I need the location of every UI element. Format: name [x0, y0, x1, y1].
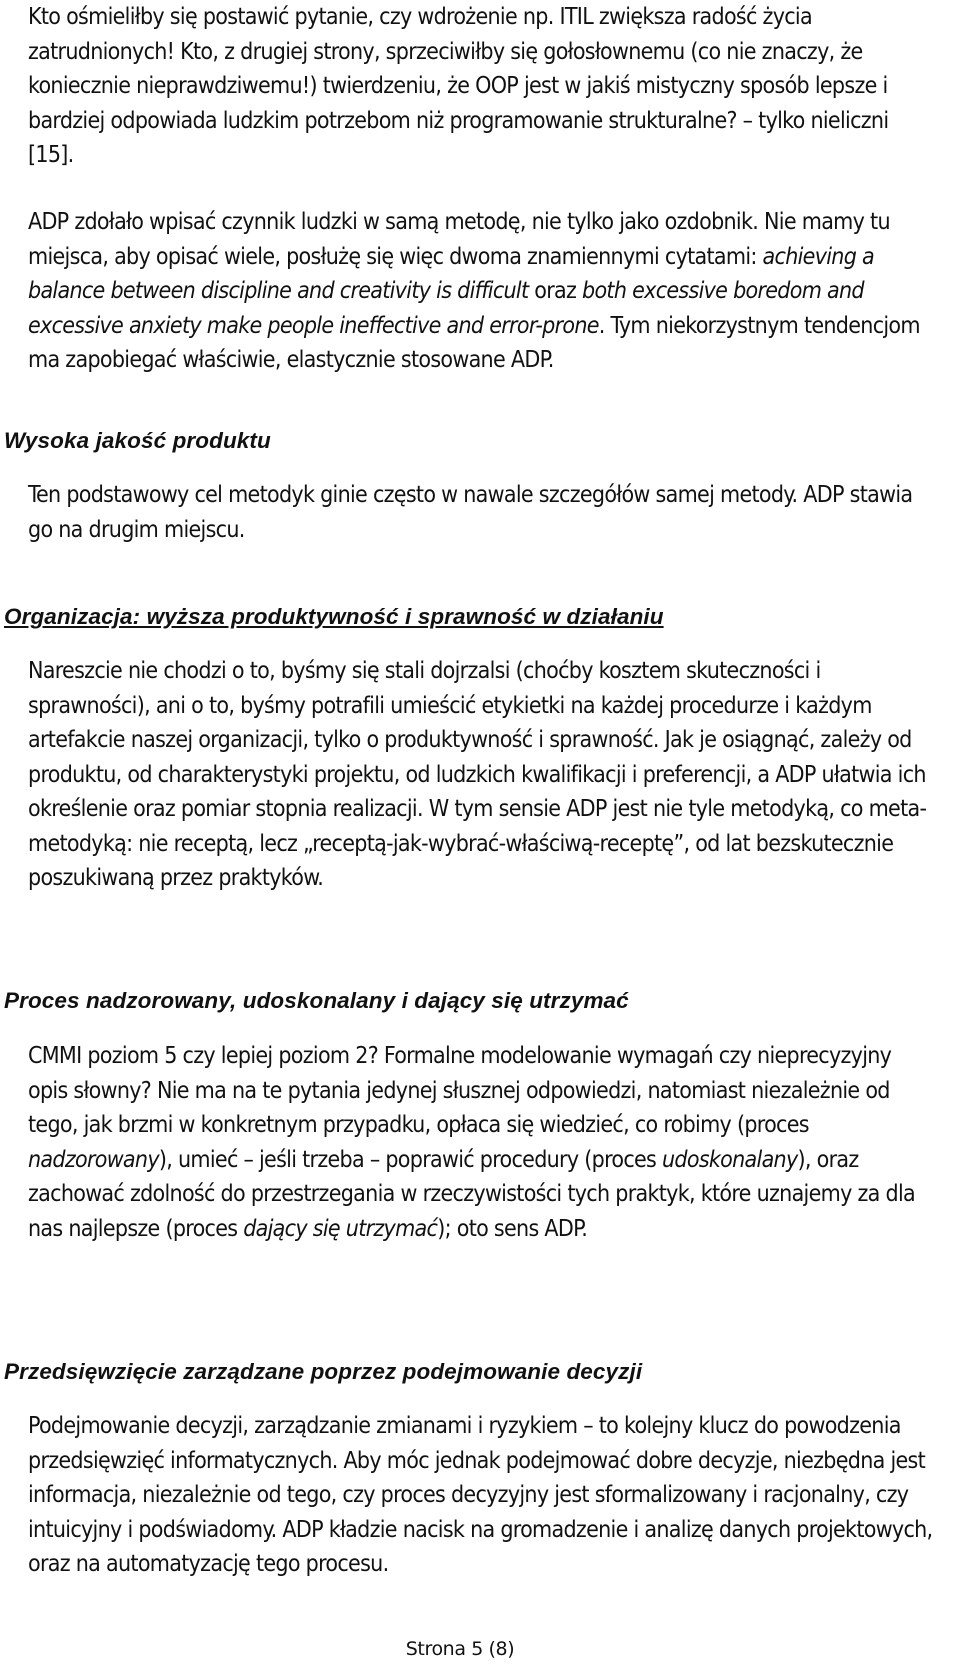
paragraph-text: ), umieć – jeśli trzeba – poprawić procedury (proces: [158, 1146, 662, 1173]
emphasis-supervised: nadzorowany: [28, 1146, 159, 1173]
heading-decision-management: Przedsięwzięcie zarządzane poprzez podejmowanie decyzji: [4, 1359, 643, 1384]
heading-organization: Organizacja: wyższa produktywność i sprawność w działaniu: [4, 604, 664, 629]
paragraph-itil-oop: [28, 0, 933, 173]
heading-product-quality: Wysoka jakość produktu: [4, 428, 271, 453]
paragraph-text: ADP zdołało wpisać czynnik ludzki w samą metodę, nie tylko jako ozdobnik. Nie mamy tu miejsca, aby opisać wiele, posłużę się więc dwoma znamiennymi cytatami:: [28, 209, 890, 270]
heading-process: Proces nadzorowany, udoskonalany i dający się utrzymać: [4, 988, 629, 1013]
paragraph-organization: [28, 654, 933, 896]
emphasis-improved: udoskonalany: [662, 1146, 798, 1173]
paragraph-text: Nareszcie nie chodzi o to, byśmy się stali dojrzalsi (choćby kosztem skuteczności i sprawności), ani o to, byśmy potrafili umieścić etykietki na każdej procedurze i każdym artefakcie naszej organizacji, tylko o produktywność i sprawność. Jak je osiągnąć, zależy od produktu, od charakterystyki projektu, od ludzkich kwalifikacji i preferencji, a ADP ułatwia ich określenie oraz pomiar stopnia realizacji. W tym sensie ADP jest nie tyle metodyką, co meta-metodyką: nie receptą, lecz „receptą-jak-wybrać-właściwą-receptę”, od lat bezskutecznie poszukiwaną przez praktyków.: [28, 658, 927, 891]
paragraph-text: CMMI poziom 5 czy lepiej poziom 2? Formalne modelowanie wymagań czy nieprecyzyjny opis słowny? Nie ma na te pytania jedynej słusznej odpowiedzi, natomiast niezależnie od tego, jak brzmi w konkretnym przypadku, opłaca się wiedzieć, co robimy (proces: [28, 1043, 892, 1138]
paragraph-human-factor: [28, 205, 933, 378]
quote-discipline: achieving a balance between discipline and creativity is difficult: [28, 243, 875, 304]
paragraph-text: . Tym niekorzystnym tendencjom ma zapobiegać właściwie, elastycznie stosowane ADP.: [28, 312, 920, 373]
paragraph-text: Kto ośmieliłby się postawić pytanie, czy wdrożenie np. ITIL zwiększa radość życia zatrudnionych! Kto, z drugiej strony, sprzeciwiłby się gołosłownemu (co nie znaczy, że koniecznie nieprawdziwemu!) twierdzeniu, że OOP jest w jakiś mistyczny sposób lepsze i bardziej odpowiada ludzkim potrzebom niż programowanie strukturalne? – tylko nieliczni [15].: [28, 4, 889, 168]
paragraph-text: ); oto sens ADP.: [437, 1215, 588, 1242]
paragraph-text: Ten podstawowy cel metodyk ginie często w nawale szczegółów samej metody. ADP stawia go na drugim miejscu.: [28, 482, 913, 543]
paragraph-product-quality: [28, 478, 933, 547]
paragraph-text: ), oraz zachować zdolność do przestrzegania w rzeczywistości tych praktyk, które uznajemy za dla nas najlepsze (proces: [28, 1146, 915, 1242]
paragraph-text: oraz: [528, 278, 583, 304]
quote-boredom: both excessive boredom and excessive anxiety make people ineffective and error-prone: [28, 278, 864, 339]
emphasis-sustainable: dający się utrzymać: [243, 1215, 438, 1242]
paragraph-process: [28, 1039, 933, 1246]
page-number-footer: Strona 5 (8): [405, 1638, 515, 1660]
paragraph-text: Podejmowanie decyzji, zarządzanie zmianami i ryzykiem – to kolejny klucz do powodzenia przedsięwzięć informatycznych. Aby móc jednak podejmować dobre decyzje, niezbędna jest informacja, niezależnie od tego, czy proces decyzyjny jest sformalizowany i racjonalny, czy intuicyjny i podświadomy. ADP kładzie nacisk na gromadzenie i analizę danych projektowych, oraz na automatyzację tego procesu.: [28, 1413, 933, 1577]
paragraph-decision-management: [28, 1409, 933, 1582]
